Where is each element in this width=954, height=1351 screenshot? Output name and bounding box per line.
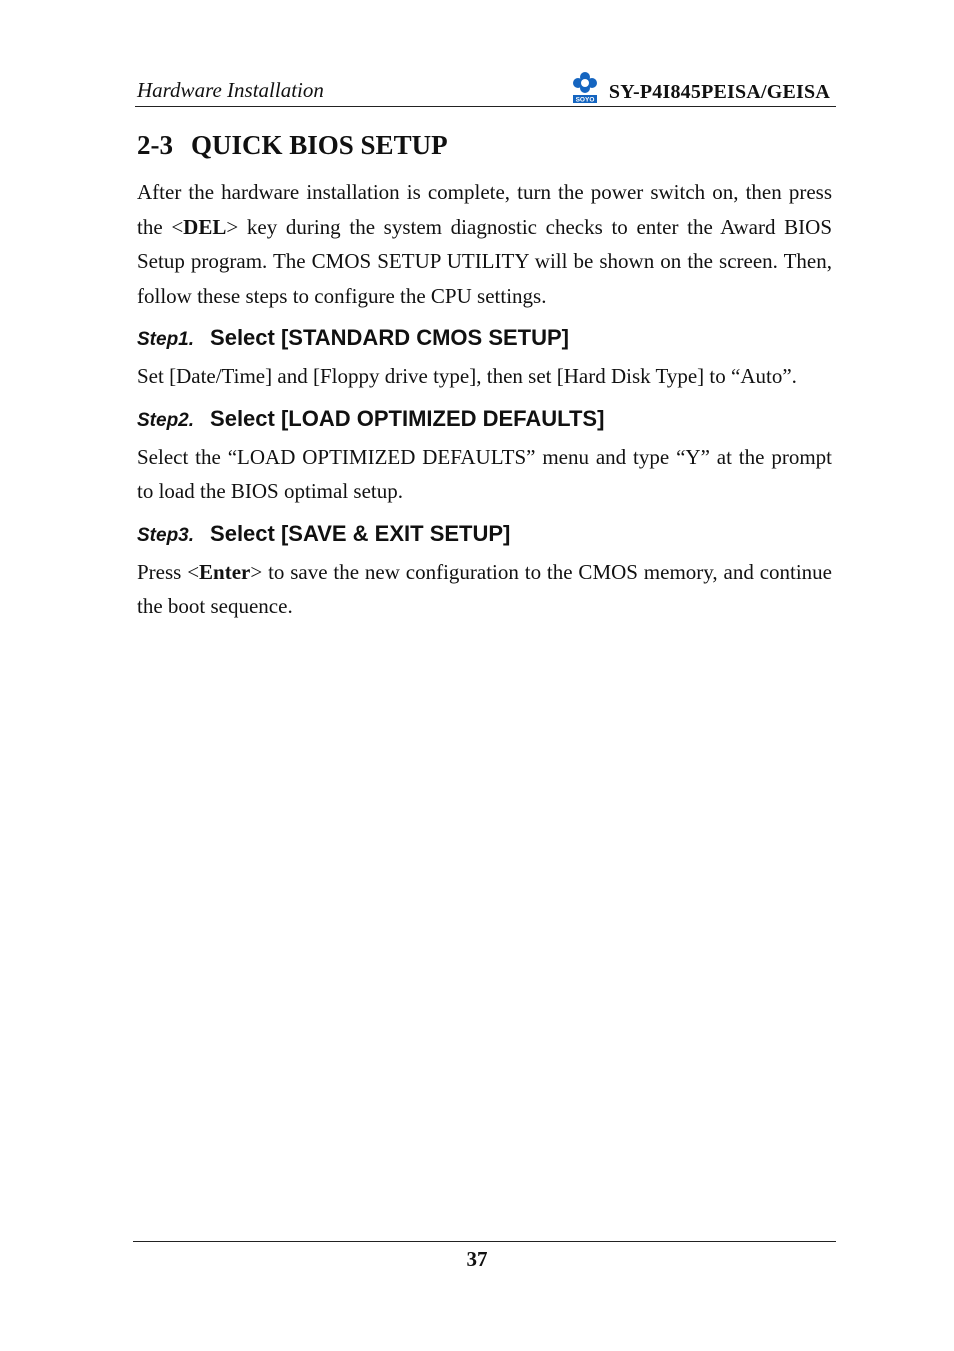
step1-label: Step1. (137, 329, 195, 350)
step3-heading (137, 521, 832, 547)
step2-heading (137, 406, 832, 432)
header-brand (568, 78, 830, 106)
enter-key: Enter (199, 559, 251, 584)
step3-title: Select [SAVE & EXIT SETUP] (210, 520, 511, 546)
step3-label: Step3. (137, 524, 195, 546)
section-heading: QUICK BIOS SETUP (191, 130, 448, 160)
footer-divider (133, 1241, 836, 1242)
logo-text: SOYO (575, 96, 595, 104)
intro-paragraph: After the hardware installation is complete, turn the power switch on, then press the <DEL> key during the system diagnostic checks to enter the Award BIOS Setup program. The CMOS SETUP UTILITY will be shown on the screen. Then, follow these steps to configure the CPU settings. (137, 180, 833, 308)
header-section-label: Hardware Installation (137, 78, 324, 102)
page-content (137, 130, 832, 624)
step1-heading (137, 325, 832, 351)
page-number: 37 (466, 1247, 488, 1271)
step1-title: Select [STANDARD CMOS SETUP] (210, 325, 569, 350)
step2-text: Select the “LOAD OPTIMIZED DEFAULTS” menu and type “Y” at the prompt to load the BIOS optimal setup. (137, 444, 832, 503)
page-header (135, 68, 836, 107)
section-title (137, 130, 832, 161)
step1-text: Set [Date/Time] and [Floppy drive type], then set [Hard Disk Type] to “Auto”. (137, 364, 797, 388)
del-key: DEL (183, 214, 227, 239)
step3-text: Press <Enter> to save the new configuration to the CMOS memory, and continue the boot sequence. (137, 559, 833, 618)
section-number: 2-3 (137, 130, 173, 160)
step2-label: Step2. (137, 409, 195, 431)
soyo-logo-icon (568, 68, 602, 106)
step2-title: Select [LOAD OPTIMIZED DEFAULTS] (210, 405, 605, 431)
model-name: SY-P4I845PEISA/GEISA (608, 80, 830, 103)
